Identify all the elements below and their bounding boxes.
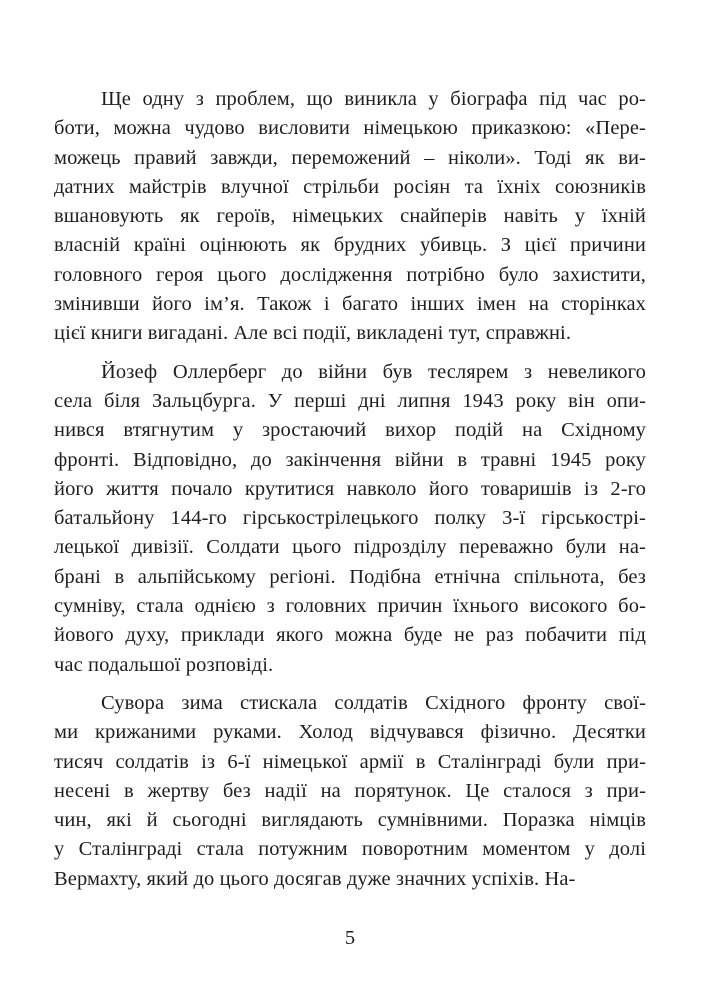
text-line: несені в жертву без надії на порятунок. Це сталося з при- [54,779,646,802]
text-line: можець правий завжди, переможений – ніколи». Тоді як ви- [54,146,646,169]
paragraph-1 [54,85,646,349]
page-text [54,85,646,894]
text-line: змінивши його ім’я. Також і багато інших імен на сторінках [54,293,646,316]
text-line: сумніву, стала однією з головних причин їхнього високого бо- [54,595,646,618]
text-line: тисяч солдатів із 6-ї німецької армії в Сталінграді були при- [54,750,646,773]
text-line: лецької дивізії. Солдати цього підрозділу переважно були на- [54,536,646,559]
text-line: Ще одну з проблем, що виникла у біографа під час ро- [101,88,646,110]
paragraph-2 [54,358,646,680]
text-line: Вермахту, який до цього досягав дуже значних успіхів. На- [54,867,576,890]
text-line: головного героя цього дослідження потрібно було захистити, [54,263,646,286]
text-line: Йозеф Оллерберг до війни був теслярем з невеликого [101,360,646,383]
paragraph-3 [54,689,646,894]
text-line: час подальшої розповіді. [54,653,274,676]
text-line: фронті. Відповідно, до закінчення війни в травні 1945 року [54,448,646,471]
text-line: цієї книги вигадані. Але всі події, викладені тут, справжні. [54,322,572,345]
text-line: ми крижаними руками. Холод відчувався фізично. Десятки [54,721,646,744]
text-line: власній країні оцінюють як брудних убивць. З цієї причини [54,234,646,257]
text-line: датних майстрів влучної стрільби росіян та їхніх союзників [54,175,646,198]
text-line: нився втягнутим у зростаючий вихор подій на Східному [54,419,646,442]
text-line: брані в альпійському регіоні. Подібна етнічна спільнота, без [54,565,646,588]
text-line: йового духу, приклади якого можна буде не раз побачити під [54,624,646,647]
text-line: його життя почало крутитися навколо його товаришів із 2-го [54,477,646,500]
text-line: боти, можна чудово висловити німецькою приказкою: «Пере- [54,117,646,140]
text-line: села біля Зальцбурга. У перші дні липня 1943 року він опи- [54,389,646,412]
text-line: Сувора зима стискала солдатів Східного фронту свої- [101,691,646,714]
text-line: вшановують як героїв, німецьких снайперів навіть у їхній [54,205,646,228]
text-line: батальйону 144-го гірськострілецького полку 3-ї гірськострі- [54,507,646,530]
page-number: 5 [344,927,356,949]
text-line: чин, які й сьогодні виглядають сумнівними. Поразка німців [54,809,646,832]
text-line: у Сталінграді стала потужним поворотним моментом у долі [54,838,646,861]
